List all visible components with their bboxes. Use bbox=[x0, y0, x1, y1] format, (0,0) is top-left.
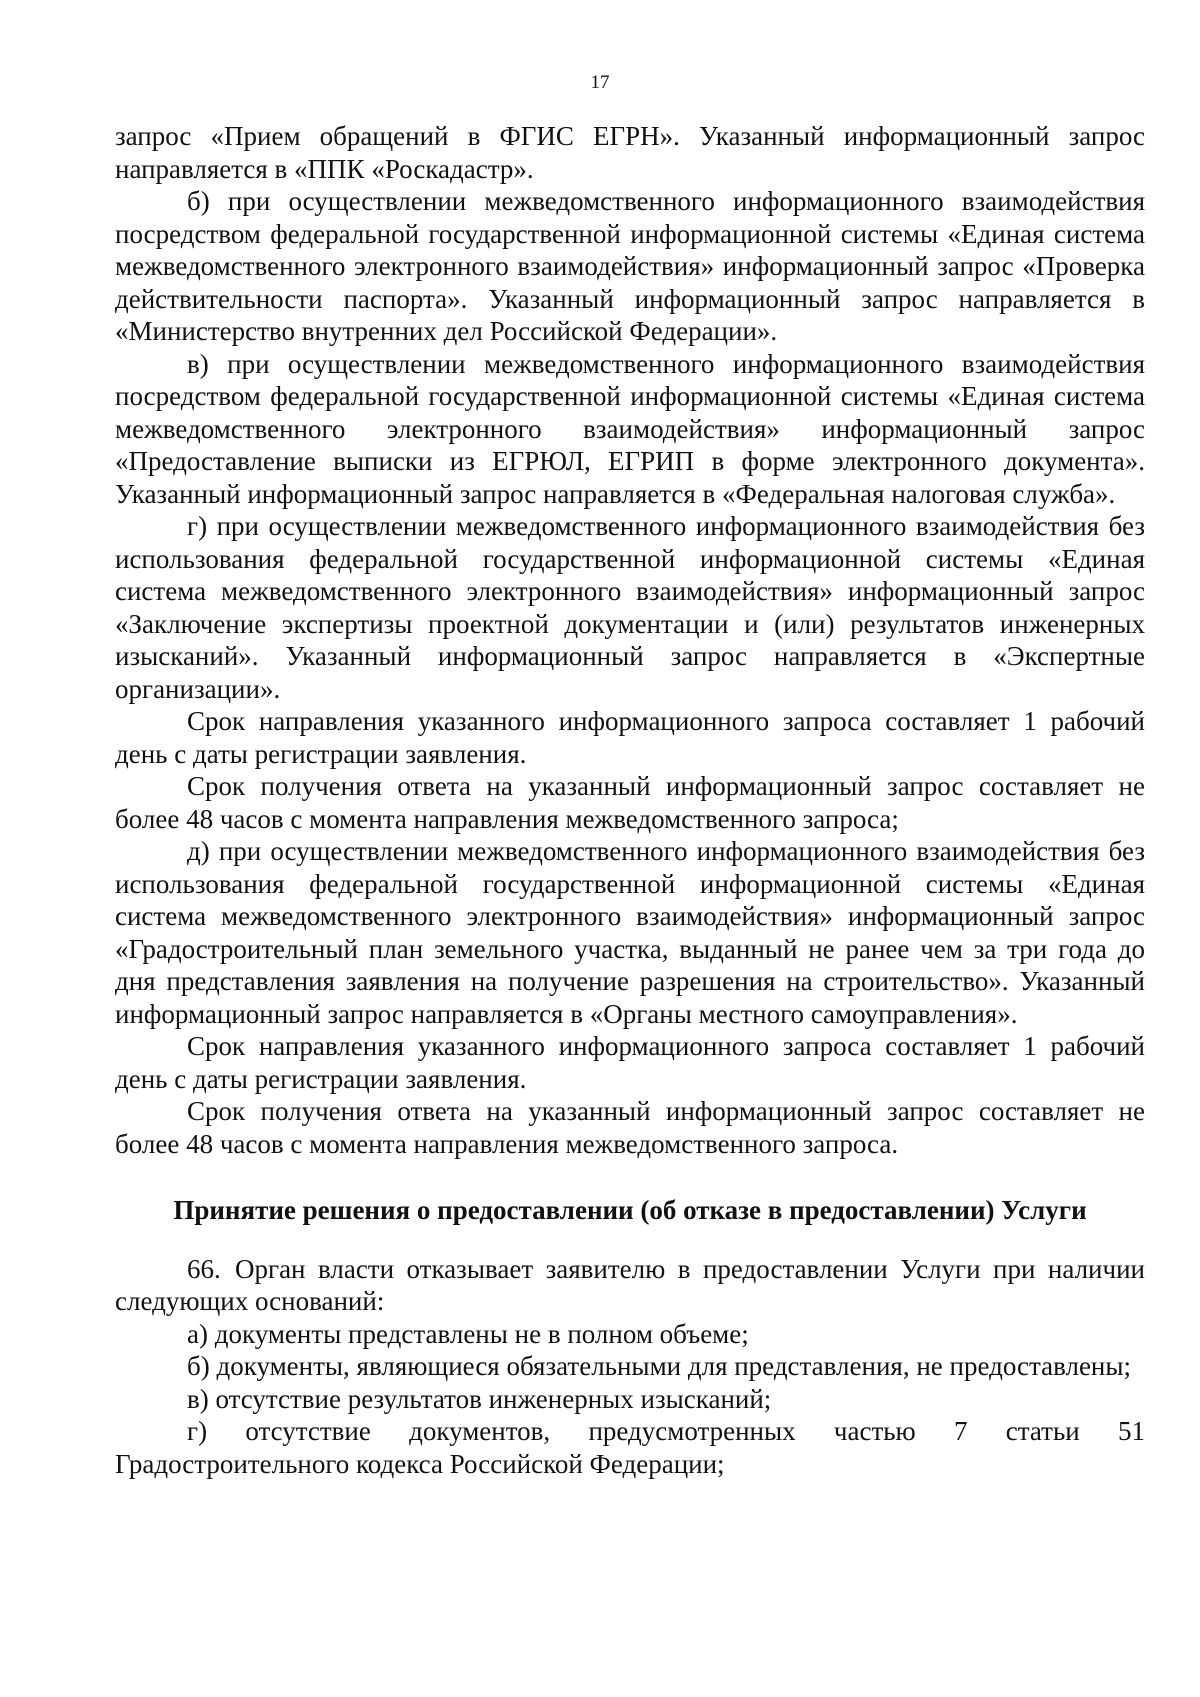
paragraph-item-g: г) при осуществлении межведомственного информационного взаимодействия без использования федеральной государственной информационной системы «Единая система межведомственного электронного взаимодействия» информационный запрос «Заключение экспертизы проектной документации и (или) результатов инженерных изысканий». Указанный информационный запрос направляется в «Экспертные организации». bbox=[115, 511, 1145, 704]
paragraph: запрос «Прием обращений в ФГИС ЕГРН». Указанный информационный запрос направляется в «ППК «Роскадастр». bbox=[115, 121, 1145, 184]
paragraph-response-deadline: Срок получения ответа на указанный информационный запрос составляет не более 48 часов с момента направления межведомственного запроса; bbox=[115, 771, 1145, 834]
paragraph-item-b: б) при осуществлении межведомственного информационного взаимодействия посредством федеральной государственной информационной системы «Единая система межведомственного электронного взаимодействия» информационный запрос «Проверка действительности паспорта». Указанный информационный запрос направляется в «Министерство внутренних дел Российской Федерации». bbox=[115, 186, 1145, 346]
ground-item-v: в) отсутствие результатов инженерных изысканий; bbox=[187, 1383, 772, 1414]
paragraph-request-deadline: Срок направления указанного информационного запроса составляет 1 рабочий день с даты регистрации заявления. bbox=[115, 706, 1145, 769]
section-heading: Принятие решения о предоставлении (об отказе в предоставлении) Услуги bbox=[173, 1195, 1087, 1225]
ground-item-g: г) отсутствие документов, предусмотренных частью 7 статьи 51 Градостроительного кодекса Российской Федерации; bbox=[115, 1416, 1145, 1479]
ground-item-b: б) документы, являющиеся обязательными для представления, не предоставлены; bbox=[187, 1351, 1132, 1381]
page-number: 17 bbox=[590, 72, 610, 93]
paragraph-request-deadline: Срок направления указанного информационного запроса составляет 1 рабочий день с даты регистрации заявления. bbox=[115, 1031, 1145, 1094]
item-number: 66. bbox=[187, 1253, 221, 1284]
paragraph-response-deadline: Срок получения ответа на указанный информационный запрос составляет не более 48 часов с момента направления межведомственного запроса. bbox=[115, 1096, 1145, 1159]
paragraph-item-d: д) при осуществлении межведомственного информационного взаимодействия без использования федеральной государственной информационной системы «Единая система межведомственного электронного взаимодействия» информационный запрос «Градостроительный план земельного участка, выданный не ранее чем за три года до дня представления заявления на получение разрешения на строительство». Указанный информационный запрос направляется в «Органы местного самоуправления». bbox=[115, 836, 1145, 1029]
paragraph-item-v: в) при осуществлении межведомственного информационного взаимодействия посредством федеральной государственной информационной системы «Единая система межведомственного электронного взаимодействия» информационный запрос «Предоставление выписки из ЕГРЮЛ, ЕГРИП в форме электронного документа». Указанный информационный запрос направляется в «Федеральная налоговая служба». bbox=[115, 348, 1145, 509]
item-text: Орган власти отказывает заявителю в предоставлении Услуги при наличии следующих оснований: bbox=[115, 1253, 1145, 1316]
numbered-item-66 bbox=[115, 1253, 1145, 1318]
document-body bbox=[115, 120, 1145, 1480]
ground-item-a: а) документы представлены не в полном объеме; bbox=[187, 1318, 749, 1349]
